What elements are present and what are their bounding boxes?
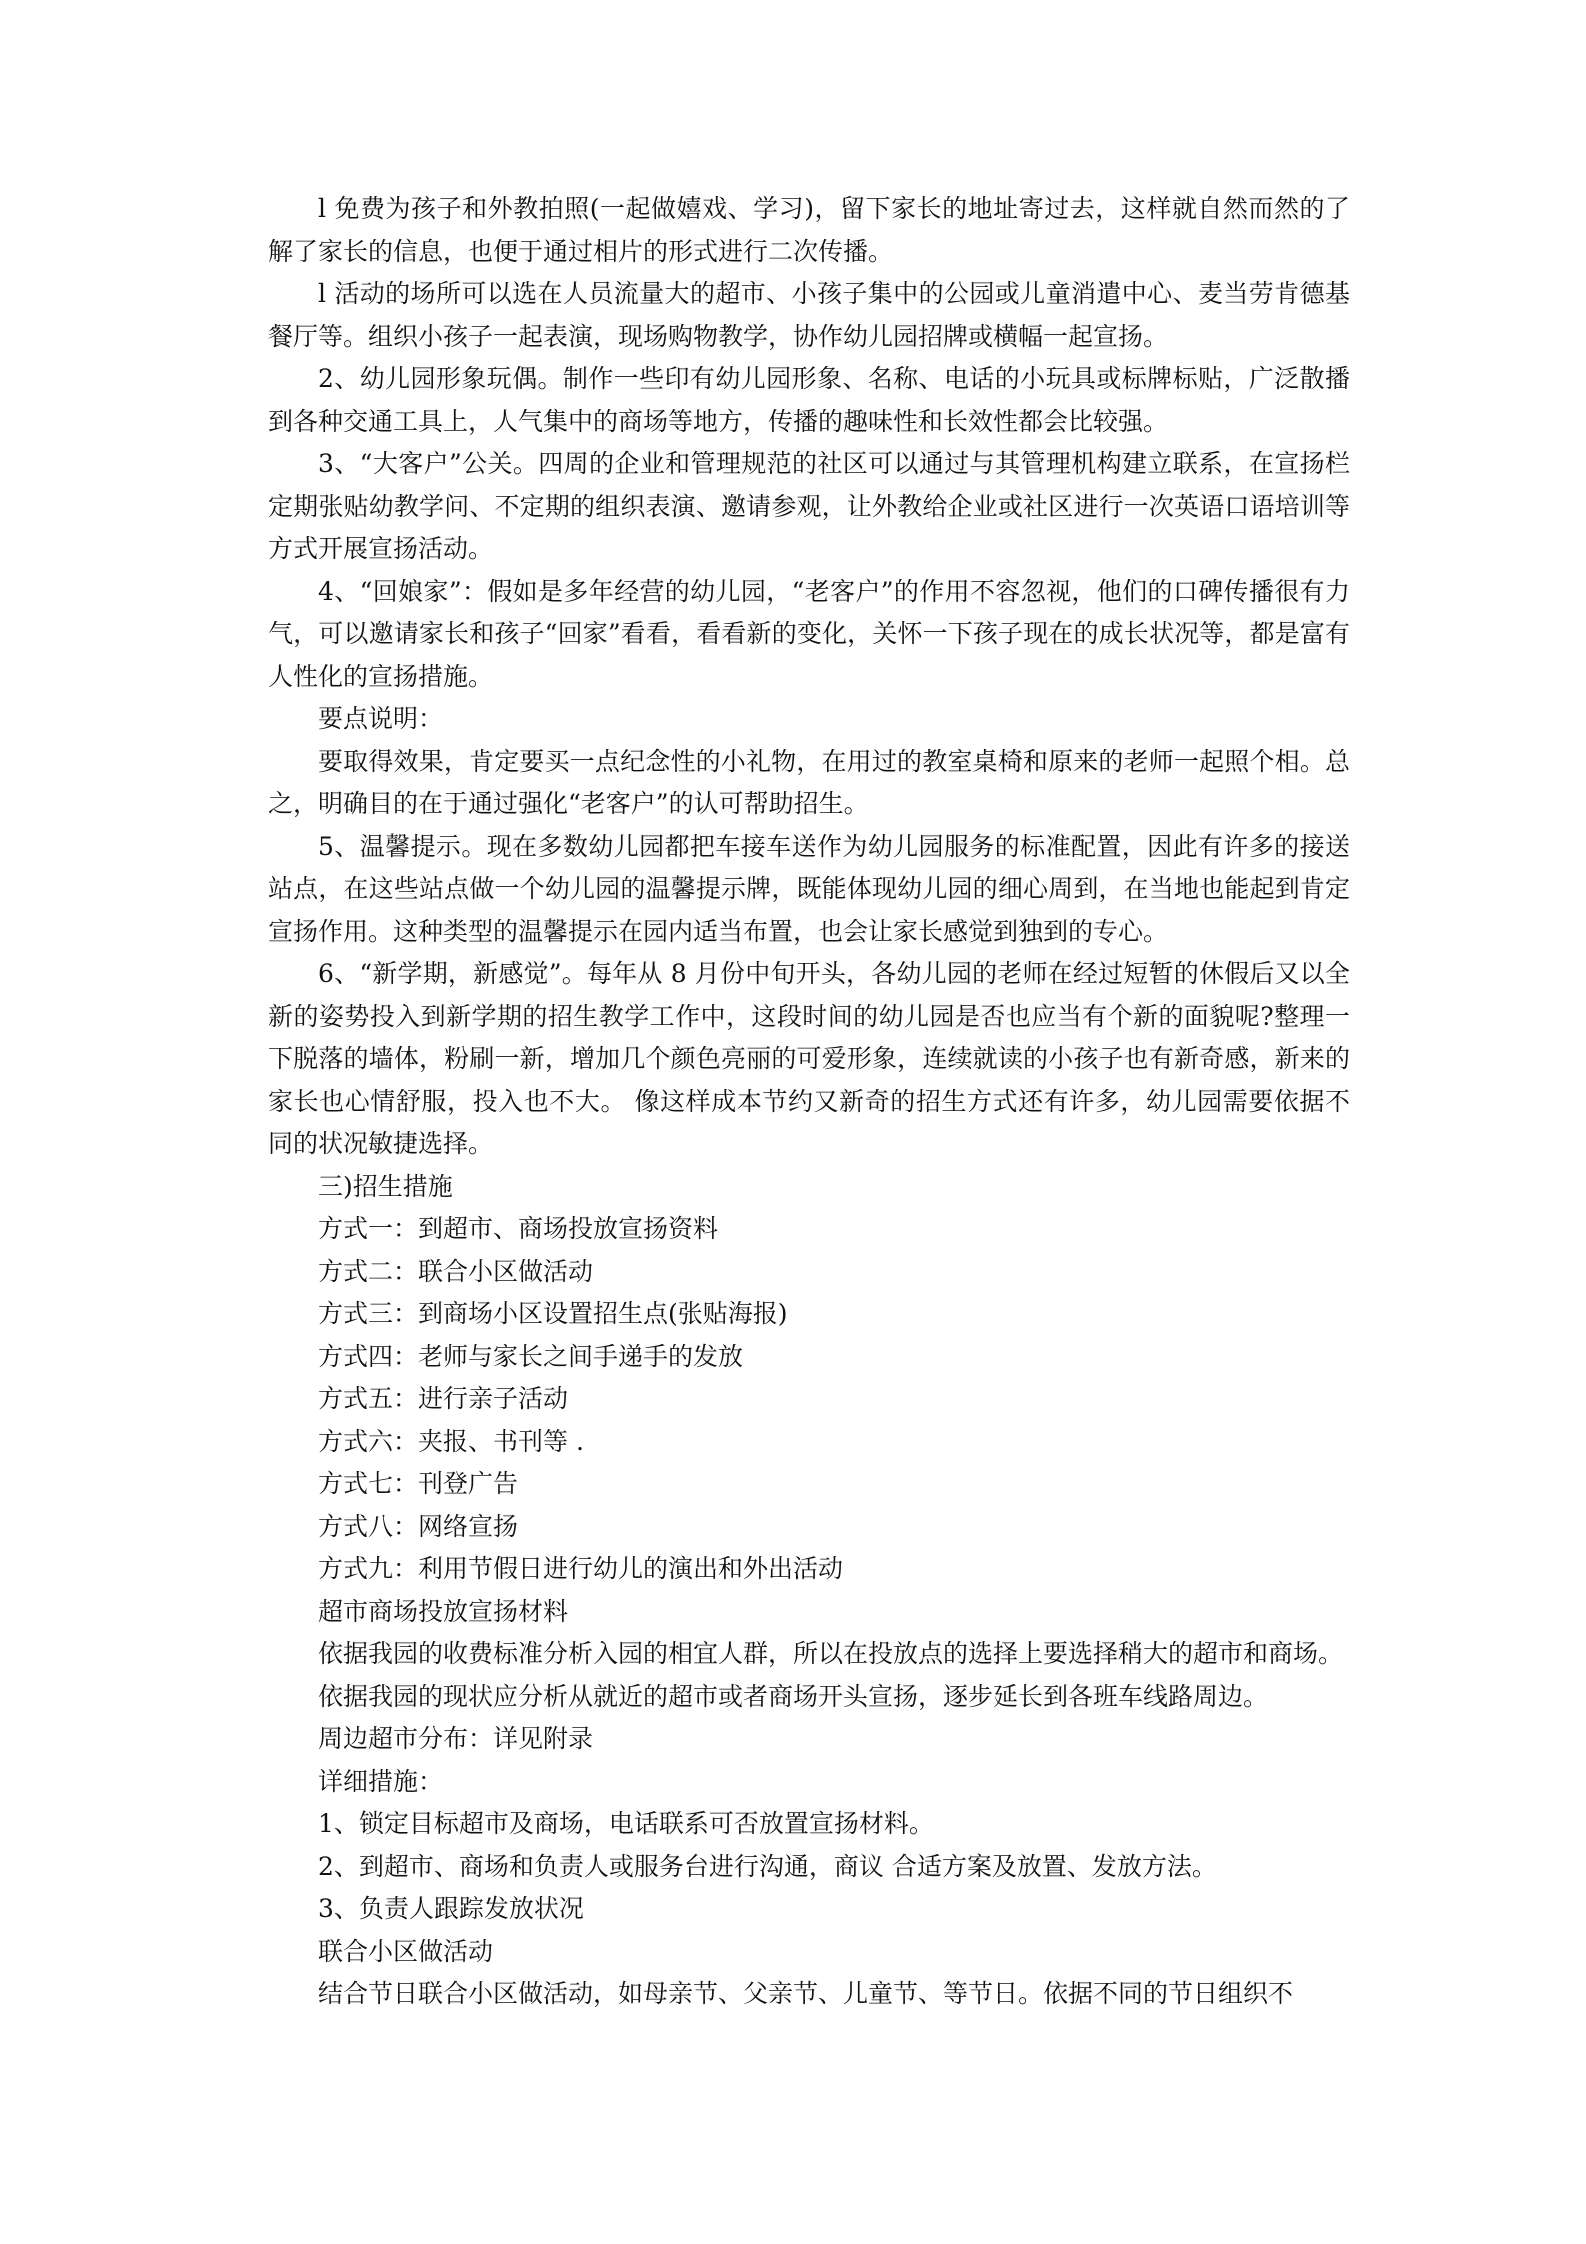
document-body — [268, 188, 1350, 2016]
paragraph-homecoming: 4、“回娘家”：假如是多年经营的幼儿园，“老客户”的作用不容忽视，他们的口碑传播很有力气，可以邀请家长和孩子“回家”看看，看看新的变化，关怀一下孩子现在的成长状况等，都是富有人性化的宣扬措施。 — [268, 576, 1350, 691]
step-item-2: 2、到超市、商场和负责人或服务台进行沟通，商议 合适方案及放置、发放方法。 — [318, 1851, 1217, 1881]
method-item-4: 方式四：老师与家长之间手递手的发放 — [318, 1341, 744, 1371]
paragraph-warm-reminder: 5、温馨提示。现在多数幼儿园都把车接车送作为幼儿园服务的标准配置，因此有许多的接送站点，在这些站点做一个幼儿园的温馨提示牌，既能体现幼儿园的细心周到，在当地也能起到肯定宣扬作用。这种类型的温馨提示在园内适当布置，也会让家长感觉到独到的专心。 — [268, 831, 1350, 946]
method-item-7: 方式七：刊登广告 — [318, 1469, 519, 1498]
paragraph-key-points: 要取得效果，肯定要买一点纪念性的小礼物，在用过的教室桌椅和原来的老师一起照个相。总之，明确目的在于通过强化“老客户”的认可帮助招生。 — [268, 746, 1350, 818]
method-item-6: 方式六：夹报、书刊等 . — [318, 1426, 584, 1456]
paragraph-supermarket-distribution: 周边超市分布：详见附录 — [318, 1724, 594, 1753]
paragraph-mascot: 2、幼儿园形象玩偶。制作一些印有幼儿园形象、名称、电话的小玩具或标牌标贴，广泛散播到各种交通工具上，人气集中的商场等地方，传播的趣味性和长效性都会比较强。 — [268, 364, 1350, 436]
section-heading-enrollment: 三)招生措施 — [318, 1171, 453, 1201]
method-item-9: 方式九：利用节假日进行幼儿的演出和外出活动 — [318, 1554, 844, 1583]
paragraph-photo-offer: l 免费为孩子和外教拍照(一起做嬉戏、学习)，留下家长的地址寄过去，这样就自然而然的了解了家长的信息，也便于通过相片的形式进行二次传播。 — [268, 194, 1350, 266]
paragraph-community-events: 结合节日联合小区做活动，如母亲节、父亲节、儿童节、等节日。依据不同的节日组织不 — [318, 1979, 1294, 2008]
method-item-3: 方式三：到商场小区设置招生点(张贴海报) — [318, 1299, 788, 1328]
method-item-8: 方式八：网络宣扬 — [318, 1511, 519, 1541]
subheading-community: 联合小区做活动 — [318, 1936, 494, 1966]
paragraph-key-points-heading: 要点说明： — [318, 704, 444, 733]
paragraph-nearby-start: 依据我园的现状应分析从就近的超市或者商场开头宣扬，逐步延长到各班车线路周边。 — [318, 1681, 1269, 1711]
paragraph-venue: l 活动的场所可以选在人员流量大的超市、小孩子集中的公园或儿童消遣中心、麦当劳肯德基餐厅等。组织小孩子一起表演，现场购物教学，协作幼儿园招牌或横幅一起宣扬。 — [268, 279, 1350, 351]
step-item-3: 3、负责人跟踪发放状况 — [318, 1894, 584, 1923]
paragraph-new-term: 6、“新学期，新感觉”。每年从 8 月份中旬开头，各幼儿园的老师在经过短暂的休假后又以全新的姿势投入到新学期的招生教学工作中，这段时间的幼儿园是否也应当有个新的面貌呢?整理一下脱落的墙体，粉刷一新，增加几个颜色亮丽的可爱形象，连续就读的小孩子也有新奇感，新来的家长也心情舒服，投入也不大。 像这样成本节约又新奇的招生方式还有许多，幼儿园需要依据不同的状况敏捷选择。 — [268, 959, 1350, 1158]
paragraph-detailed-measures: 详细措施： — [318, 1766, 444, 1796]
paragraph-target-audience: 依据我园的收费标准分析入园的相宜人群，所以在投放点的选择上要选择稍大的超市和商场。 — [318, 1639, 1344, 1668]
method-item-1: 方式一：到超市、商场投放宣扬资料 — [318, 1214, 719, 1243]
paragraph-big-client: 3、“大客户”公关。四周的企业和管理规范的社区可以通过与其管理机构建立联系，在宣扬栏定期张贴幼教学问、不定期的组织表演、邀请参观，让外教给企业或社区进行一次英语口语培训等方式开展宣扬活动。 — [268, 449, 1350, 563]
step-item-1: 1、锁定目标超市及商场，电话联系可否放置宣扬材料。 — [318, 1809, 934, 1838]
subheading-supermarket: 超市商场投放宣扬材料 — [318, 1596, 569, 1626]
method-item-5: 方式五：进行亲子活动 — [318, 1384, 569, 1413]
method-item-2: 方式二：联合小区做活动 — [318, 1256, 594, 1286]
